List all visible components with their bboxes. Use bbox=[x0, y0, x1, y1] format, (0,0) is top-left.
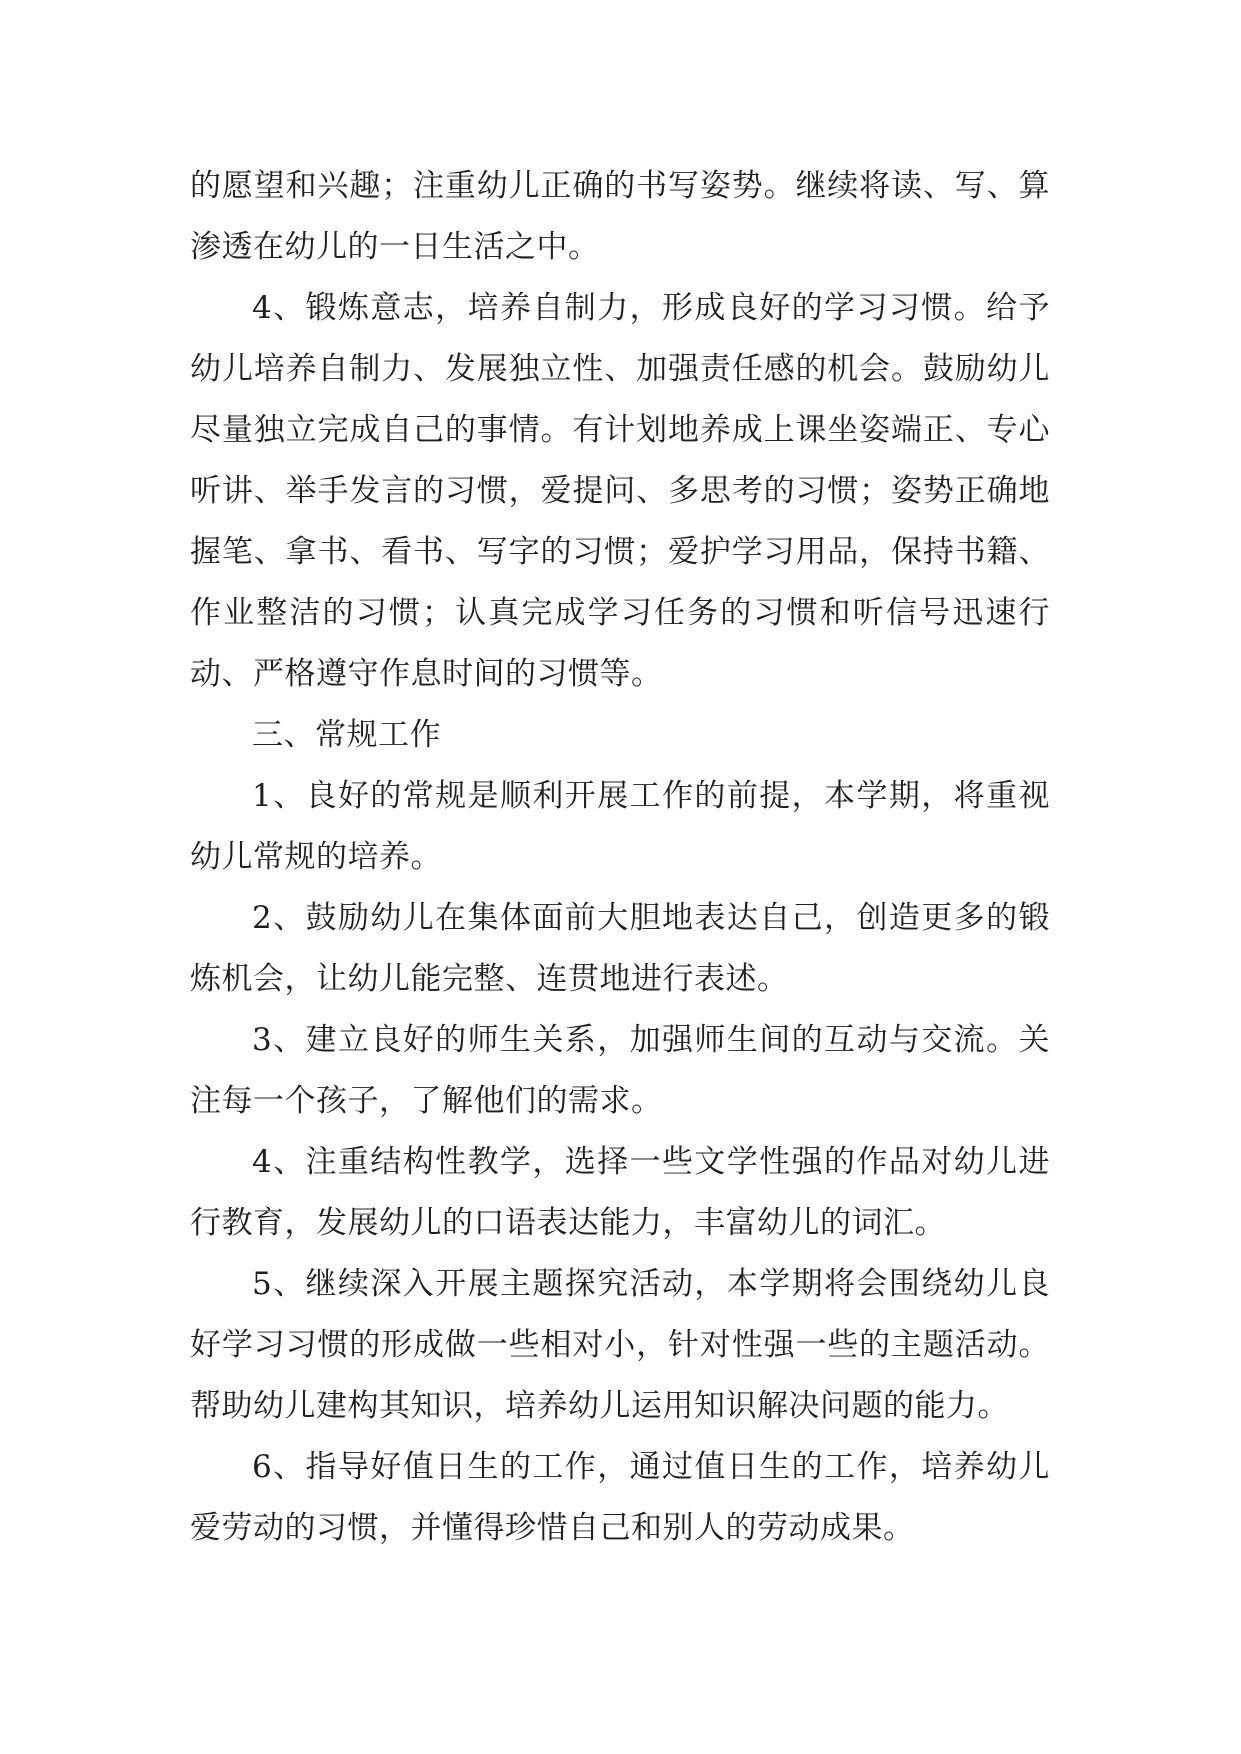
paragraph-item-6-duty: 6、指导好值日生的工作，通过值日生的工作，培养幼儿爱劳动的习惯，并懂得珍惜自己和别人的劳动成果。 bbox=[190, 1449, 1050, 1546]
paragraph-item-3-relationship: 3、建立良好的师生关系，加强师生间的互动与交流。关注每一个孩子，了解他们的需求。 bbox=[190, 1022, 1050, 1119]
paragraph-item-1-routine: 1、良好的常规是顺利开展工作的前提，本学期，将重视幼儿常规的培养。 bbox=[190, 778, 1050, 875]
paragraph-item-4-willpower: 4、锻炼意志，培养自制力，形成良好的学习习惯。给予幼儿培养自制力、发展独立性、加强责任感的机会。鼓励幼儿尽量独立完成自己的事情。有计划地养成上课坐姿端正、专心听讲、举手发言的习惯，爱提问、多思考的习惯；姿势正确地握笔、拿书、看书、写字的习惯；爱护学习用品，保持书籍、作业整洁的习惯；认真完成学习任务的习惯和听信号迅速行动、严格遵守作息时间的习惯等。 bbox=[190, 290, 1050, 692]
section-heading-routine-work: 三、常规工作 bbox=[252, 717, 441, 753]
paragraph-continuation: 的愿望和兴趣；注重幼儿正确的书写姿势。继续将读、写、算渗透在幼儿的一日生活之中。 bbox=[190, 168, 1050, 265]
paragraph-item-5-theme-activities: 5、继续深入开展主题探究活动，本学期将会围绕幼儿良好学习习惯的形成做一些相对小，针对性强一些的主题活动。帮助幼儿建构其知识，培养幼儿运用知识解决问题的能力。 bbox=[190, 1266, 1050, 1424]
document-body bbox=[190, 156, 1050, 1559]
paragraph-item-4-teaching: 4、注重结构性教学，选择一些文学性强的作品对幼儿进行教育，发展幼儿的口语表达能力，丰富幼儿的词汇。 bbox=[190, 1144, 1050, 1241]
paragraph-item-2-expression: 2、鼓励幼儿在集体面前大胆地表达自己，创造更多的锻炼机会，让幼儿能完整、连贯地进行表述。 bbox=[190, 900, 1050, 997]
